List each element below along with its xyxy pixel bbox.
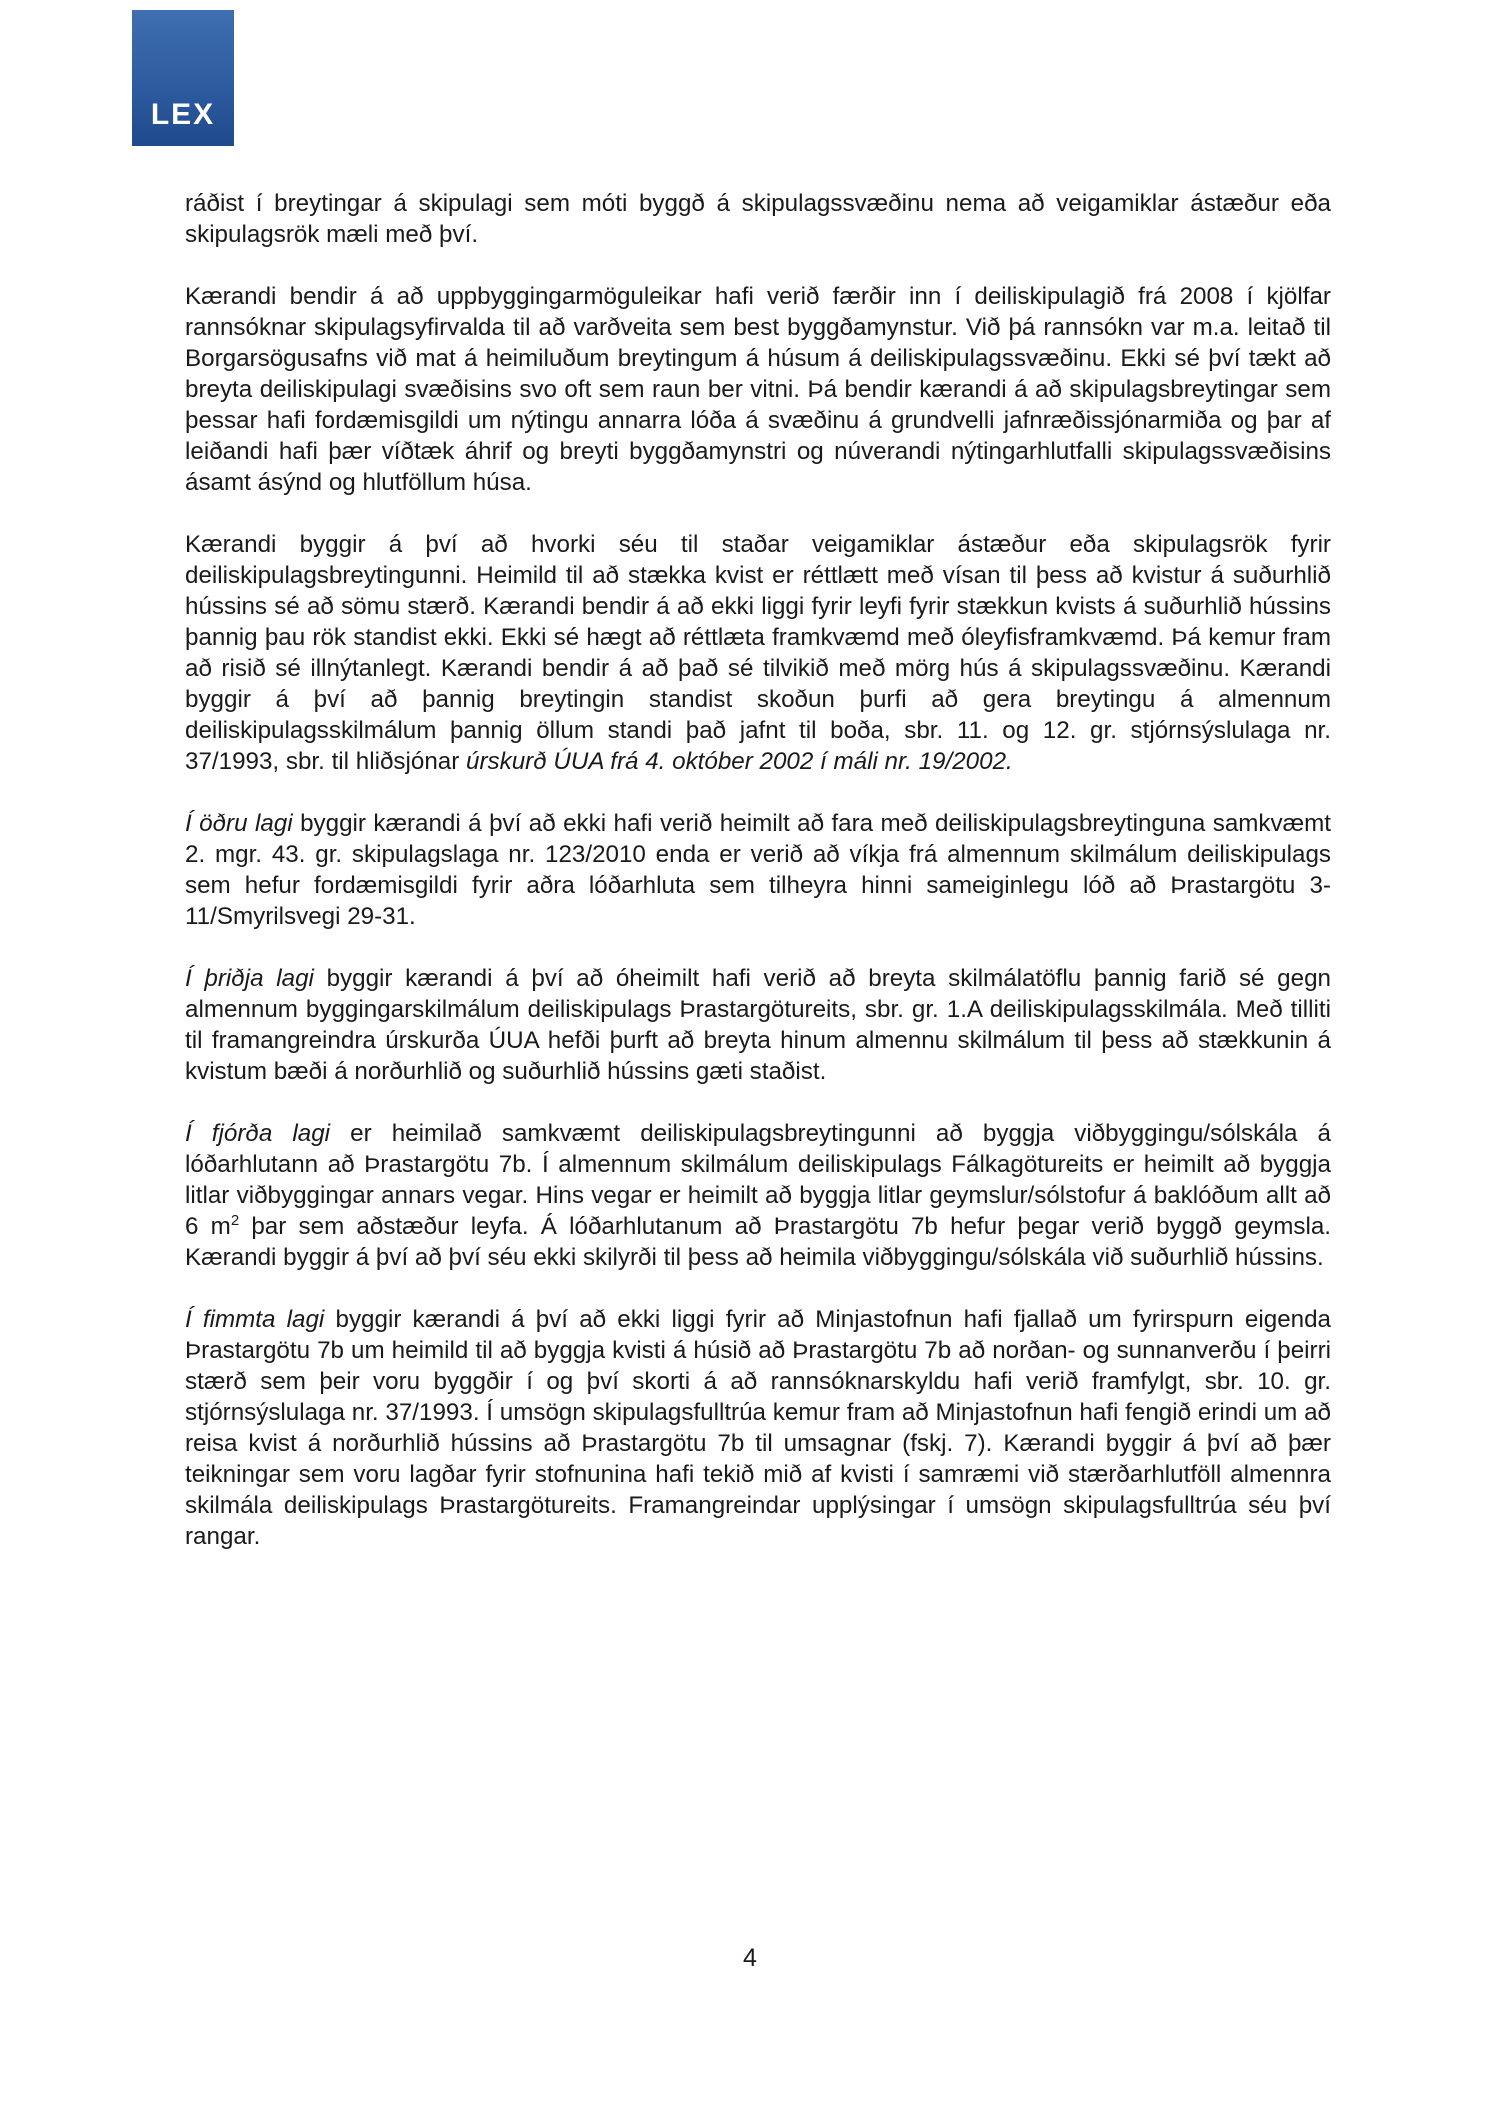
lex-logo xyxy=(132,10,234,146)
document-body xyxy=(185,188,1331,1583)
text-segment: ráðist í breytingar á skipulagi sem móti byggð á skipulagssvæðinu nema að veigamiklar ástæður eða skipulagsrök mæli með því. xyxy=(185,190,1331,248)
superscript: 2 xyxy=(230,1211,240,1229)
text-segment: byggir kærandi á því að ekki liggi fyrir að Minjastofnun hafi fjallað um fyrirspurn eigenda Þrastargötu 7b um heimild til að byggja kvisti á húsið að Þrastargötu 7b að norðan- og sunnanverðu í þeirri stærð sem þeir voru byggðir í og því skorti á að rannsóknarskyldu hafi verið framfylgt, sbr. 10. gr. stjórnsýslulaga nr. 37/1993. Í umsögn skipulagsfulltrúa kemur fram að Minjastofnun hafi fengið erindi um að reisa kvist á norðurhlið hússins að Þrastargötu 7b til umsagnar (fskj. 7). Kærandi byggir á því að þær teikningar sem voru lagðar fyrir stofnunina hafi tekið mið af kvisti í samræmi við stærðarhlutföll almennra skilmála deiliskipulags Þrastargötureits. Framangreindar upplýsingar í umsögn skipulagsfulltrúa séu því rangar. xyxy=(185,1306,1332,1550)
case-reference: úrskurð ÚUA frá 4. október 2002 í máli nr. 19/2002. xyxy=(466,748,1013,775)
text-segment: Kærandi bendir á að uppbyggingarmöguleikar hafi verið færðir inn í deiliskipulagið frá 2008 í kjölfar rannsóknar skipulagsyfirvalda til að varðveita sem best byggðamynstur. Við þá rannsókn var m.a. leitað til Borgarsögusafns við mat á heimiluðum breytingum á húsum á deiliskipulagssvæðinu. Ekki sé því tækt að breyta deiliskipulagi svæðisins svo oft sem raun ber vitni. Þá bendir kærandi á að skipulagsbreytingar sem þessar hafi fordæmisgildi um nýtingu annarra lóða á svæðinu á grundvelli jafnræðissjónarmiða og þar af leiðandi hafi þær víðtæk áhrif og breyti byggðamynstri og núverandi nýtingarhlutfalli skipulagssvæðisins ásamt ásýnd og hlutföllum húsa. xyxy=(185,283,1331,496)
page-number: 4 xyxy=(743,1944,757,1972)
paragraph xyxy=(185,808,1331,932)
point-label: Í öðru lagi xyxy=(185,810,293,837)
text-segment: byggir kærandi á því að ekki hafi verið heimilt að fara með deiliskipulagsbreytinguna samkvæmt 2. mgr. 43. gr. skipulagslaga nr. 123/2010 enda er verið að víkja frá almennum skilmálum deiliskipulags sem hefur fordæmisgildi fyrir aðra lóðarhluta sem tilheyra hinni sameiginlegu lóð að Þrastargötu 3-11/Smyrilsvegi 29-31. xyxy=(185,810,1331,930)
paragraph xyxy=(185,963,1331,1087)
text-segment: þar sem aðstæður leyfa. Á lóðarhlutanum að Þrastargötu 7b hefur þegar verið byggð geymsla. Kærandi byggir á því að því séu ekki skilyrði til þess að heimila viðbyggingu/sólskála við suðurhlið hússins. xyxy=(185,1213,1331,1271)
logo-text: LEX xyxy=(150,98,216,131)
paragraph xyxy=(185,188,1331,250)
paragraph xyxy=(185,1118,1331,1273)
text-segment: byggir kærandi á því að óheimilt hafi verið að breyta skilmálatöflu þannig farið sé gegn almennum byggingarskilmálum deiliskipulags Þrastargötureits, sbr. gr. 1.A deiliskipulagsskilmála. Með tilliti til framangreindra úrskurða ÚUA hefði þurft að breyta hinum almennu skilmálum til þess að stækkunin á kvistum bæði á norðurhlið og suðurhlið hússins gæti staðist. xyxy=(185,965,1331,1085)
text-segment: Kærandi byggir á því að hvorki séu til staðar veigamiklar ástæður eða skipulagsrök fyrir deiliskipulagsbreytingunni. Heimild til að stækka kvist er réttlætt með vísan til þess að kvistur á suðurhlið hússins sé að sömu stærð. Kærandi bendir á að ekki liggi fyrir leyfi fyrir stækkun kvists á suðurhlið hússins þannig þau rök standist ekki. Ekki sé hægt að réttlæta framkvæmd með óleyfisframkvæmd. Þá kemur fram að risið sé illnýtanlegt. Kærandi bendir á að það sé tilvikið með mörg hús á skipulagssvæðinu. Kærandi byggir á því að þannig breytingin standist skoðun þurfi að gera breytingu á almennum deiliskipulagsskilmálum þannig öllum standi það jafnt til boða, sbr. 11. og 12. gr. stjórnsýslulaga nr. 37/1993, sbr. til hliðsjónar xyxy=(185,531,1331,775)
paragraph xyxy=(185,529,1331,777)
point-label: Í fimmta lagi xyxy=(185,1306,325,1333)
point-label: Í þriðja lagi xyxy=(185,965,314,992)
point-label: Í fjórða lagi xyxy=(185,1120,331,1147)
paragraph xyxy=(185,281,1331,498)
text-segment: er heimilað samkvæmt deiliskipulagsbreytingunni að byggja viðbyggingu/sólskála á lóðarhlutann að Þrastargötu 7b. Í almennum skilmálum deiliskipulags Fálkagötureits er heimilt að byggja litlar viðbyggingar annars vegar. Hins vegar er heimilt að byggja litlar geymslur/sólstofur á baklóðum allt að 6 m xyxy=(185,1120,1331,1240)
paragraph xyxy=(185,1304,1331,1552)
